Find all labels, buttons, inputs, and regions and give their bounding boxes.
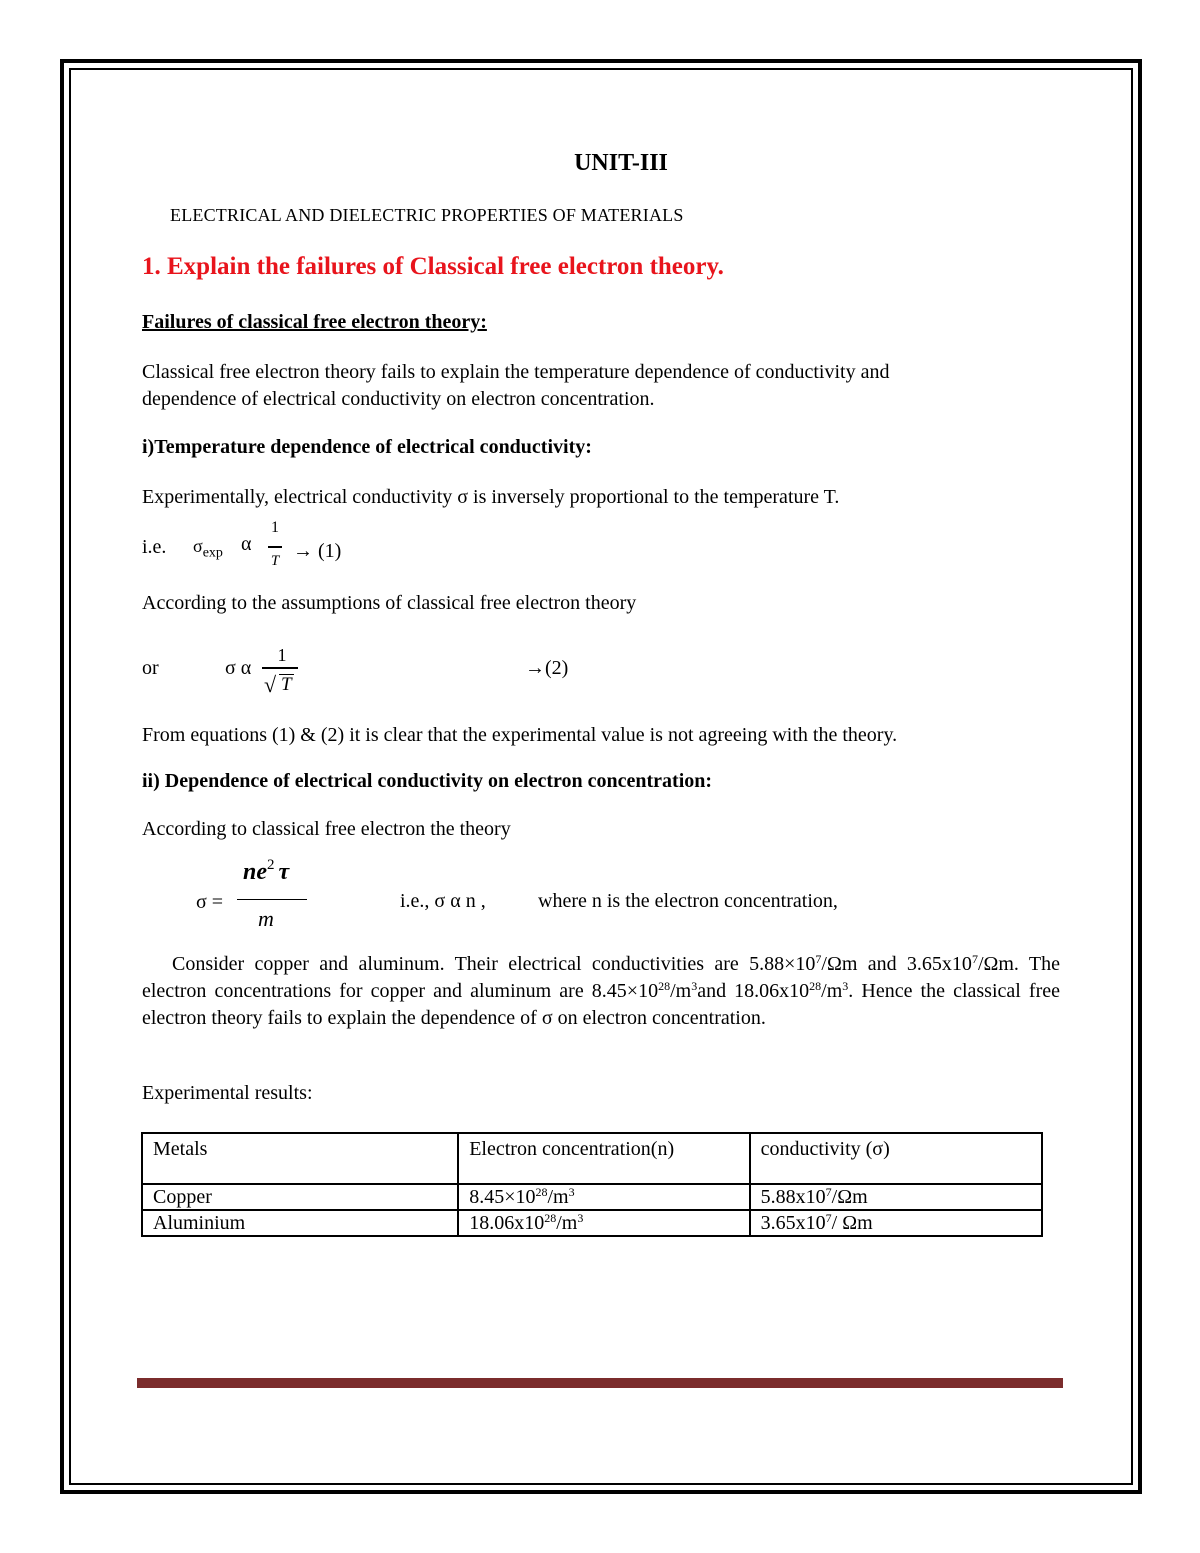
para-seg-7: . Hence the classical free electron theory fails to explain the dependence of σ on electron concentration. — [142, 980, 1060, 1029]
cell-s-unit: / Ωm — [831, 1212, 873, 1234]
para-exp-1: 7 — [815, 952, 822, 966]
results-table — [141, 1132, 1043, 1237]
para-seg-5: and 18.06x10 — [697, 980, 810, 1002]
assumption-text: According to the assumptions of classical free electron theory — [142, 592, 637, 614]
cell-n-mantissa: 18.06x10 — [469, 1212, 545, 1234]
para-seg-1: Consider copper and aluminum. Their electrical conductivities are 5.88×10 — [172, 953, 816, 975]
eq2-denominator: T — [281, 674, 292, 695]
intro-line-1: Classical free electron theory fails to explain the temperature dependence of conductivity and — [142, 361, 890, 383]
eq3-num-ne: ne — [243, 859, 267, 885]
eq2-tag: →(2) — [525, 657, 569, 679]
cell-n-unit: /m — [547, 1186, 569, 1208]
footer-rule — [137, 1378, 1063, 1388]
part2-heading: ii) Dependence of electrical conductivity on electron concentration: — [142, 770, 713, 792]
eq1-denominator: T — [270, 553, 280, 569]
eq3-denominator: m — [258, 906, 274, 931]
eq3-num-tau: τ — [278, 859, 290, 885]
para-seg-6: /m — [821, 980, 843, 1002]
header-metals: Metals — [142, 1133, 458, 1184]
cell-s-unit: /Ωm — [831, 1186, 868, 1208]
eq2-numerator: 1 — [277, 645, 287, 665]
eq1-relation: α — [241, 533, 252, 555]
eq1-numerator: 1 — [271, 519, 279, 536]
eq3-num-exponent: 2 — [267, 857, 275, 873]
eq3-lhs: σ = — [196, 891, 224, 913]
theory-text: According to classical free electron the theory — [142, 818, 511, 840]
conductivity-paragraph — [142, 951, 1060, 1032]
cell-conductivity — [750, 1184, 1042, 1210]
eq3-numerator — [243, 859, 289, 886]
cell-s-exponent: 7 — [825, 1185, 832, 1199]
results-label: Experimental results: — [142, 1082, 313, 1104]
cell-s-exponent: 7 — [825, 1211, 832, 1225]
section-title: Failures of classical free electron theory: — [142, 311, 487, 333]
cell-conductivity — [750, 1210, 1042, 1236]
subject-title: ELECTRICAL AND DIELECTRIC PROPERTIES OF MATERIALS — [170, 205, 684, 225]
cell-n-unit-exponent: 3 — [577, 1211, 584, 1225]
intro-line-2: dependence of electrical conductivity on electron concentration. — [142, 388, 655, 410]
cell-metal: Aluminium — [142, 1210, 458, 1236]
eq2-radical: √ — [264, 672, 277, 697]
para-exp-5: 28 — [809, 979, 822, 993]
cell-s-mantissa: 3.65x10 — [760, 1212, 826, 1234]
eq1-lhs — [193, 536, 223, 562]
question-heading: 1. Explain the failures of Classical free electron theory. — [142, 253, 724, 280]
unit-title: UNIT-III — [574, 150, 668, 176]
eq3-fraction-line — [237, 899, 307, 900]
cell-concentration — [458, 1210, 749, 1236]
cell-n-unit: /m — [556, 1212, 578, 1234]
eq1-fraction-line — [268, 546, 282, 548]
cell-s-mantissa: 5.88x10 — [760, 1186, 826, 1208]
eq2-lhs: σ α — [225, 657, 252, 679]
para-exp-2: 7 — [971, 952, 978, 966]
table-row — [142, 1210, 1042, 1236]
cell-n-unit-exponent: 3 — [568, 1185, 575, 1199]
eq2-prefix: or — [142, 657, 159, 679]
para-seg-3: /Ωm. The electron concentrations for copper and aluminum are 8.45×10 — [142, 953, 1060, 1002]
para-exp-6: 3 — [842, 979, 849, 993]
cell-n-exponent: 28 — [535, 1185, 548, 1199]
eq1-sigma: σ — [193, 536, 203, 556]
para-exp-4: 3 — [691, 979, 698, 993]
eq1-subscript: exp — [202, 545, 223, 561]
cell-n-exponent: 28 — [544, 1211, 557, 1225]
experiment-text: Experimentally, electrical conductivity σ is inversely proportional to the temperature T. — [142, 486, 840, 508]
header-electron-concentration: Electron concentration(n) — [458, 1133, 749, 1184]
table-header-row — [142, 1133, 1042, 1184]
eq1-tag: → (1) — [293, 540, 342, 562]
conclusion-text: From equations (1) & (2) it is clear that the experimental value is not agreeing with the theory. — [142, 724, 898, 746]
para-exp-3: 28 — [658, 979, 671, 993]
eq3-ie-text: i.e., σ α n , — [400, 890, 486, 912]
cell-concentration — [458, 1184, 749, 1210]
cell-metal: Copper — [142, 1184, 458, 1210]
cell-n-mantissa: 8.45×10 — [469, 1186, 536, 1208]
eq3-where-text: where n is the electron concentration, — [538, 890, 838, 912]
eq2-fraction-line — [262, 667, 298, 669]
eq1-prefix: i.e. — [142, 536, 167, 558]
header-conductivity: conductivity (σ) — [750, 1133, 1042, 1184]
part1-heading: i)Temperature dependence of electrical conductivity: — [142, 436, 592, 458]
para-seg-2: /Ωm and 3.65x10 — [821, 953, 972, 975]
para-seg-4: /m — [670, 980, 692, 1002]
table-row — [142, 1184, 1042, 1210]
